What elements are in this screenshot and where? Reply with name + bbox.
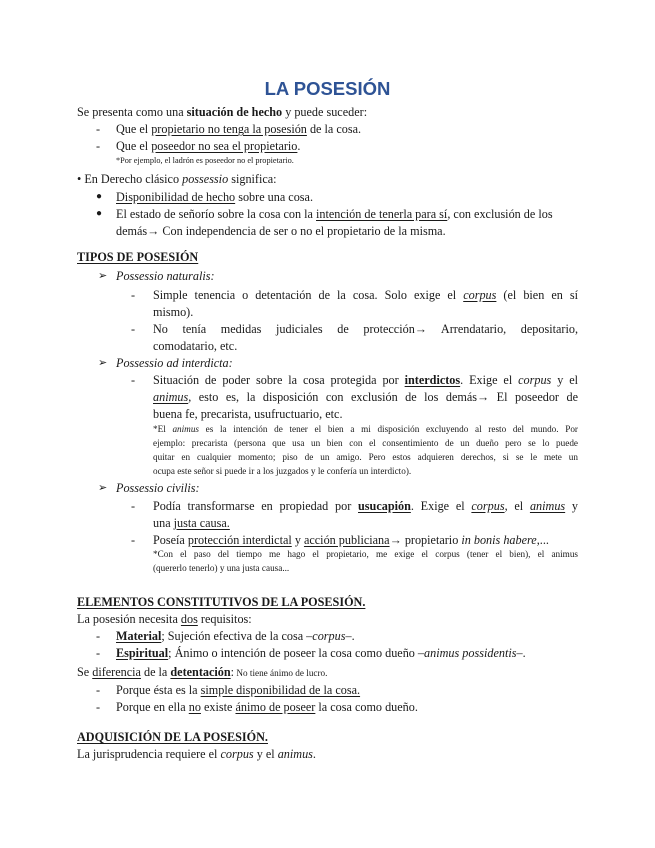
- subheading-interdicta: Possessio ad interdicta:: [116, 356, 233, 370]
- naturalis-item-1: Simple tenencia o detentación de la cosa. Solo exige el corpus (el bien en sí: [153, 288, 578, 302]
- list-item-continuation: demás→ Con independencia de ser o no el propietario de la misma.: [116, 224, 446, 238]
- elemento-material: Material; Sujeción efectiva de la cosa –corpus–.: [116, 629, 355, 643]
- interdicta-note-3: quitar en cualquier momento; piso de un amigo. Pero estos adquieren derechos, si se le mete un: [153, 452, 578, 462]
- arrow-bullet-icon: ➢: [98, 482, 108, 494]
- diferencia-paragraph: Se diferencia de la detentación: No tiene ánimo de lucro.: [77, 665, 328, 679]
- dash-bullet: -: [96, 646, 101, 660]
- dash-bullet: -: [131, 533, 136, 547]
- interdicta-line-3: buena fe, precarista, usufructuario, etc.: [153, 407, 343, 421]
- arrow-bullet-icon: ➢: [98, 357, 108, 369]
- section-heading-elementos: ELEMENTOS CONSTITUTIVOS DE LA POSESIÓN.: [77, 595, 366, 609]
- interdicta-note-1: *El animus es la intención de tener el bien a mi disposición excluyendo al resto del mundo. Por: [153, 424, 578, 434]
- bullet-dot-icon: ●: [96, 208, 103, 219]
- civilis-note-1: *Con el paso del tiempo me hago el propietario, me exige el corpus (tener el bien), el animus: [153, 549, 578, 559]
- dash-bullet: -: [96, 139, 101, 153]
- dash-bullet: -: [131, 373, 136, 387]
- list-item: Que el poseedor no sea el propietario.: [116, 139, 301, 153]
- interdicta-note-4: ocupa este señor si puede ir a los juzgados y le confería un interdicto).: [153, 466, 412, 476]
- interdicta-note-2: ejemplo: precarista (persona que usa un bien con el consentimiento de un dueño pero se lo puede: [153, 438, 578, 448]
- dash-bullet: -: [131, 322, 136, 336]
- elementos-lead: La posesión necesita dos requisitos:: [77, 612, 252, 626]
- dash-bullet: -: [131, 499, 136, 513]
- dash-bullet: -: [96, 629, 101, 643]
- dash-bullet: -: [96, 700, 101, 714]
- subheading-naturalis: Possessio naturalis:: [116, 269, 215, 283]
- civilis-line-2: una justa causa.: [153, 516, 230, 530]
- footnote: *Por ejemplo, el ladrón es poseedor no el propietario.: [116, 156, 294, 165]
- dash-bullet: -: [96, 683, 101, 697]
- diferencia-item-2: Porque en ella no existe ánimo de poseer la cosa como dueño.: [116, 700, 418, 714]
- naturalis-item-2-cont: comodatario, etc.: [153, 339, 238, 353]
- interdicta-line-2: animus, esto es, la disposición con exclusión de los demás→ El poseedor de: [153, 390, 578, 404]
- naturalis-item-2: No tenía medidas judiciales de protección→ Arrendatario, depositario,: [153, 322, 578, 336]
- diferencia-item-1: Porque ésta es la simple disponibilidad de la cosa.: [116, 683, 361, 697]
- civilis-note-2: (quererlo tenerlo) y una justa causa...: [153, 563, 290, 573]
- elemento-espiritual: Espiritual; Ánimo o intención de poseer la cosa como dueño –animus possidentis–.: [116, 646, 526, 660]
- dash-bullet: -: [131, 288, 136, 302]
- naturalis-item-1-cont: mismo).: [153, 305, 194, 319]
- intro-paragraph: Se presenta como una situación de hecho y puede suceder:: [77, 105, 368, 119]
- section-heading-tipos: TIPOS DE POSESIÓN: [77, 250, 199, 264]
- dash-bullet: -: [96, 122, 101, 136]
- civilis-line-1: Podía transformarse en propiedad por usucapión. Exige el corpus, el animus y: [153, 499, 579, 513]
- civilis-line-3: Poseía protección interdictal y acción publiciana→ propietario in bonis habere,...: [153, 533, 549, 547]
- classic-paragraph: • En Derecho clásico possessio significa:: [77, 172, 277, 186]
- list-item: Que el propietario no tenga la posesión de la cosa.: [116, 122, 362, 136]
- adquisicion-paragraph: La jurisprudencia requiere el corpus y el animus.: [77, 747, 316, 761]
- subheading-civilis: Possessio civilis:: [116, 481, 200, 495]
- arrow-bullet-icon: ➢: [98, 270, 108, 282]
- list-item: Disponibilidad de hecho sobre una cosa.: [116, 190, 313, 204]
- list-item: El estado de señorío sobre la cosa con la intención de tenerla para sí, con exclusión de los: [116, 207, 553, 221]
- section-heading-adquisicion: ADQUISICIÓN DE LA POSESIÓN.: [77, 730, 268, 744]
- page-title: LA POSESIÓN: [264, 78, 391, 99]
- bullet-dot-icon: ●: [96, 191, 103, 202]
- interdicta-line-1: Situación de poder sobre la cosa protegida por interdictos. Exige el corpus y el: [153, 373, 579, 387]
